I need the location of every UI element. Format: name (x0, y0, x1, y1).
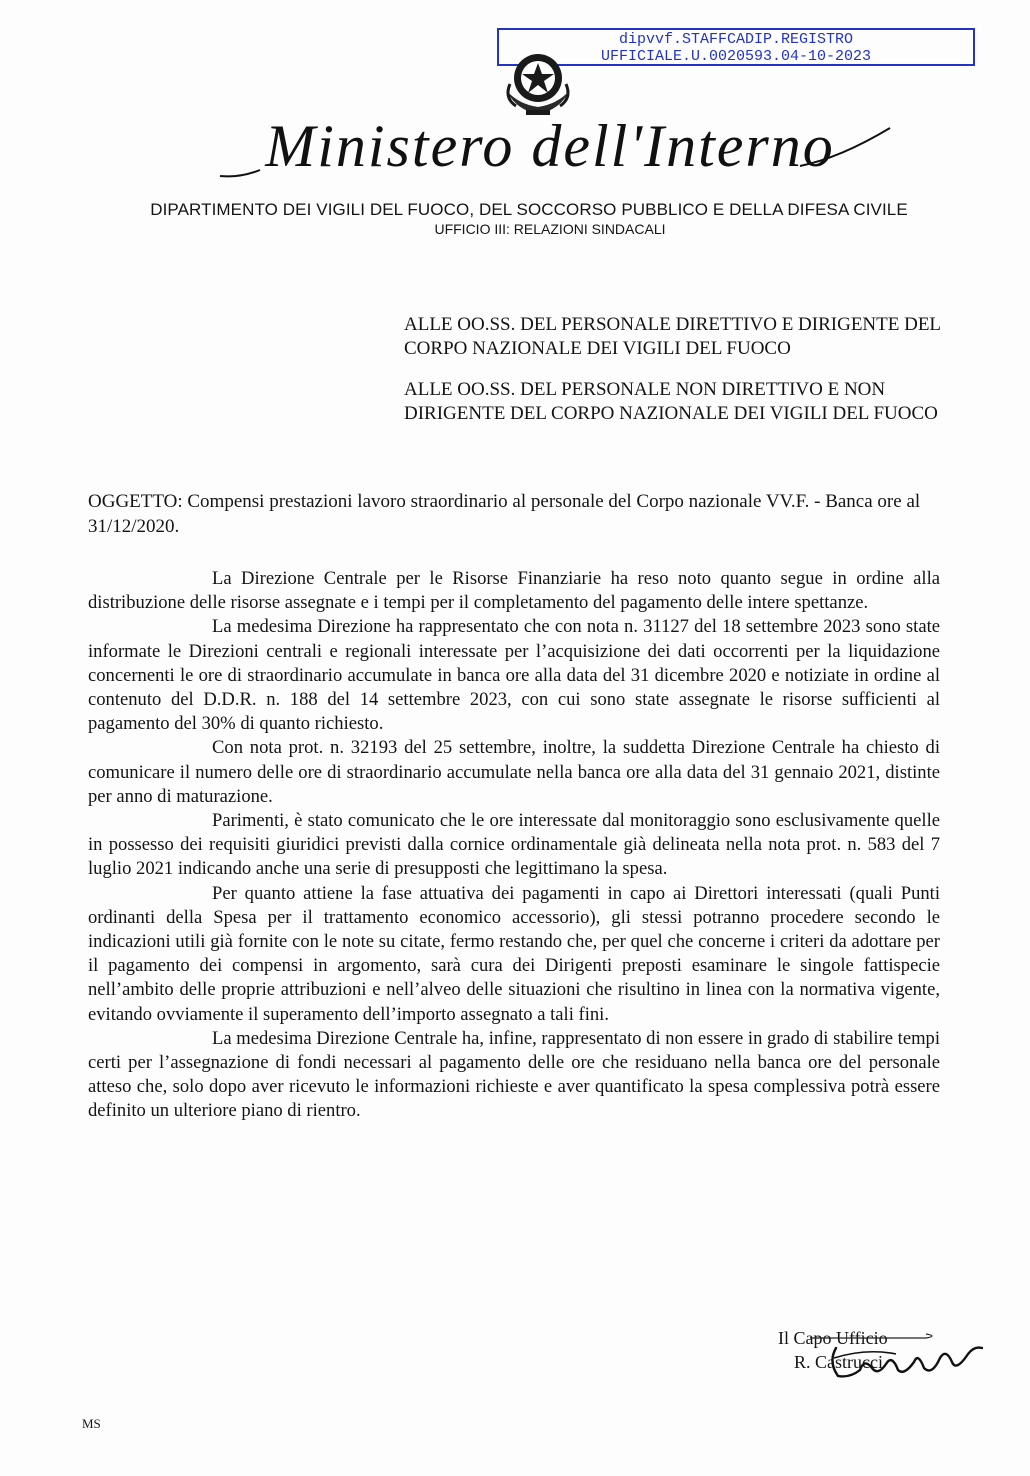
recipient-2: ALLE OO.SS. DEL PERSONALE NON DIRETTIVO E NON DIRIGENTE DEL CORPO NAZIONALE DEI VIGILI DEL FUOCO (404, 379, 938, 424)
body-paragraph-4: Parimenti, è stato comunicato che le ore interessate dal monitoraggio sono esclusivamente quelle in possesso dei requisiti giuridici previsti dalla cornice ordinamentale già delineata nella nota prot. n. 583 del 7 luglio 2021 indicando anche una serie di presupposti che legittimano la spesa. (88, 810, 940, 880)
recipients-block (404, 313, 984, 443)
protocol-line-1: dipvvf.STAFFCADIP.REGISTRO (618, 31, 854, 48)
office-name: UFFICIO III: RELAZIONI SINDACALI (434, 221, 666, 237)
body-paragraph-2: La medesima Direzione ha rappresentato che con nota n. 31127 del 18 settembre 2023 sono state informate le Direzioni centrali e regionali interessate per l’acquisizione dei dati occorrenti per la liquidazione concernenti le ore di straordinario accumulate in banca ore alla data del 31 dicembre 2020 e notiziate in ordine al contenuto del D.D.R. n. 188 del 14 settembre 2023, con cui sono state assegnate le risorse sufficienti al pagamento del 30% di quanto richiesto. (88, 616, 940, 735)
signature-name: R. Castrucci (794, 1352, 883, 1372)
footer-initials: MS (82, 1416, 101, 1431)
recipient-1: ALLE OO.SS. DEL PERSONALE DIRETTIVO E DIRIGENTE DEL CORPO NAZIONALE DEI VIGILI DEL FUOCO (404, 314, 941, 359)
ministry-logotype-text: Ministero dell'Interno (265, 113, 835, 179)
body-paragraph-5: Per quanto attiene la fase attuativa dei pagamenti in capo ai Direttori interessati (quali Punti ordinanti della Spesa per il trattamento economico accessorio), gli stessi potranno procedere secondo le indicazioni utili già fornite con le note su citate, fermo restando che, per quel che concerne i criteri da adottare per il pagamento dei compensi in argomento, sarà cura dei Dirigenti preposti esaminare le singole fattispecie nell’ambito delle proprie attribuzioni e nell’alveo delle situazioni che risultino in linea con la normativa vigente, evitando ovviamente il superamento dell’importo assegnato a tali fini. (88, 882, 940, 1025)
signature-title: Il Capo Ufficio (778, 1328, 888, 1348)
subject-line: OGGETTO: Compensi prestazioni lavoro straordinario al personale del Corpo nazionale VV.F. - Banca ore al 31/12/2020. (88, 491, 921, 537)
body-paragraph-3: Con nota prot. n. 32193 del 25 settembre, inoltre, la suddetta Direzione Centrale ha chiesto di comunicare il numero delle ore di straordinario accumulate nella banca ore alla data del 31 gennaio 2021, distinte per anno di maturazione. (88, 737, 940, 807)
handwritten-signature (806, 1318, 984, 1388)
body-paragraph-6: La medesima Direzione Centrale ha, infine, rappresentato di non essere in grado di stabilire tempi certi per l’assegnazione di fondi necessari al pagamento delle ore che residuano nella banca ore del personale atteso che, solo dopo aver ricevuto le informazioni richieste e aver quantificato la spesa complessiva potrà essere definito un ulteriore piano di rientro. (88, 1027, 940, 1122)
protocol-line-2: UFFICIALE.U.0020593.04-10-2023 (600, 48, 872, 65)
ministry-logotype (200, 108, 900, 188)
department-name: DIPARTIMENTO DEI VIGILI DEL FUOCO, DEL SOCCORSO PUBBLICO E DELLA DIFESA CIVILE (150, 200, 908, 219)
letter-body (88, 567, 940, 1124)
department-header (0, 200, 1030, 238)
body-paragraph-1: La Direzione Centrale per le Risorse Finanziarie ha reso noto quanto segue in ordine alla distribuzione delle risorse assegnate e i tempi per il completamento del pagamento delle intere spettanze. (88, 568, 940, 614)
